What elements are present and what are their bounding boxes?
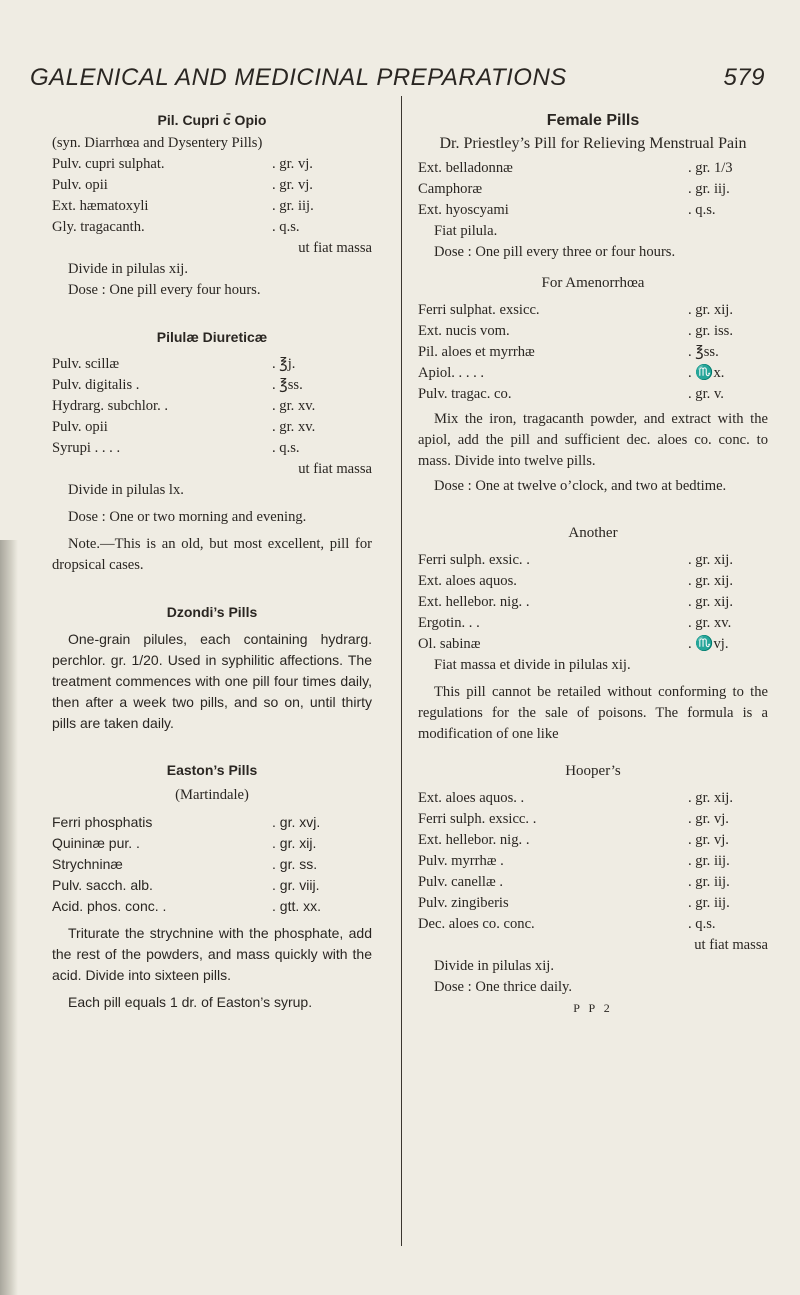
ingredient-row [418, 851, 768, 872]
page-number: 579 [723, 64, 765, 91]
note-text: Note.—This is an old, but most excellent, pill for dropsical cases. [52, 536, 372, 573]
ingredient-row [52, 375, 372, 396]
ingredient-dose: . gr. xij. [688, 552, 733, 568]
ingredient-name: Pulv. scillæ [52, 356, 120, 372]
running-title: GALENICAL AND MEDICINAL PREPARATIONS [30, 64, 567, 91]
ingredient-row [52, 175, 372, 196]
ingredient-name: Ferri sulph. exsic. . [418, 552, 530, 568]
dzondi-text: One-grain pilules, each containing hydrarg. perchlor. gr. 1/20. Used in syphilitic affections. The treatment commences with one pill four times daily, then after a week two pills, and so on, until thirty pills are taken daily. [52, 631, 372, 731]
section-title-easton: Easton’s Pills [166, 762, 258, 778]
dose-text: Dose : One at twelve o’clock, and two at bedtime. [434, 478, 727, 494]
ingredient-name: Ext. hyoscyami [418, 202, 509, 218]
ingredient-dose: . q.s. [272, 219, 300, 235]
ut-fiat-massa: ut fiat massa [298, 461, 372, 477]
ingredient-row [418, 788, 768, 809]
fiat-text: Fiat pilula. [434, 223, 498, 239]
ingredient-dose: . gr. iij. [688, 895, 730, 911]
section-title-another: Another [568, 525, 618, 541]
ingredient-name: Acid. phos. conc. . [52, 898, 167, 914]
ut-fiat-massa: ut fiat massa [694, 937, 768, 953]
dose-text: Dose : One pill every four hours. [68, 282, 261, 298]
instructions-text: Mix the iron, tragacanth powder, and extract with the apiol, add the pill and sufficient dec. aloes co. conc. to mass. Divide into twelve pills. [418, 411, 768, 469]
ingredient-dose: . gr. xvj. [272, 814, 321, 830]
ingredient-row [418, 571, 768, 592]
ingredient-row [52, 154, 372, 175]
ingredient-row [52, 812, 372, 833]
ingredient-row [52, 833, 372, 854]
ingredient-name: Quininæ pur. . [52, 835, 140, 851]
dose-text: Dose : One thrice daily. [434, 979, 573, 995]
section-title-amenorrhoea: For Amenorrhœa [541, 275, 645, 291]
ingredient-name: Pulv. sacch. alb. [52, 877, 153, 893]
ingredient-name: Hydrarg. subchlor. . [52, 398, 169, 414]
ingredient-dose: . gr. v. [688, 386, 724, 402]
ingredient-name: Pulv. myrrhæ . [418, 853, 504, 869]
subtitle: Dr. Priestley’s Pill for Relieving Menstrual Pain [439, 135, 747, 152]
ingredient-name: Ext. hellebor. nig. . [418, 594, 530, 610]
ingredient-dose: . gr. xij. [688, 573, 733, 589]
ingredient-row [52, 438, 372, 459]
ingredient-dose: . gr. xij. [688, 594, 733, 610]
ingredient-dose: . gr. xv. [272, 419, 316, 435]
ingredient-name: Syrupi . . . . [52, 440, 121, 456]
ingredient-dose: . ℥ss. [688, 344, 719, 360]
ingredient-row [52, 396, 372, 417]
divide-text: Divide in pilulas xij. [68, 261, 188, 277]
ingredient-row [418, 300, 768, 321]
ingredient-dose: . q.s. [688, 202, 716, 218]
ingredient-name: Ol. sabinæ [418, 636, 481, 652]
fiat-text: Fiat massa et divide in pilulas xij. [434, 657, 631, 673]
ingredient-dose: . gr. viij. [272, 877, 320, 893]
left-column [52, 110, 372, 1013]
ingredient-dose: . gr. xij. [272, 835, 317, 851]
ingredient-dose: . q.s. [688, 916, 716, 932]
ingredient-row [418, 158, 768, 179]
divide-text: Divide in pilulas xij. [434, 958, 554, 974]
section-title-diureticae: Pilulæ Diureticæ [156, 329, 268, 345]
ingredient-row [418, 872, 768, 893]
subtitle: (Martindale) [175, 787, 249, 803]
ingredient-name: Pulv. digitalis . [52, 377, 140, 393]
ingredient-name: Ergotin. . . [418, 615, 480, 631]
ingredient-dose: . ♏x. [688, 365, 725, 381]
ingredient-row [418, 592, 768, 613]
ingredient-dose: . q.s. [272, 440, 300, 456]
right-column [418, 110, 768, 1019]
ingredient-dose: . gr. xij. [688, 790, 733, 806]
ingredient-name: Ext. nucis vom. [418, 323, 510, 339]
easton-text: Triturate the strychnine with the phosphate, add the rest of the powders, and mass quickly with the acid. Divide into sixteen pills. [52, 925, 372, 983]
ingredient-row [52, 417, 372, 438]
dose-text: Dose : One pill every three or four hours. [434, 244, 676, 260]
ingredient-name: Gly. tragacanth. [52, 219, 145, 235]
ingredient-dose: . gr. iij. [688, 181, 730, 197]
ingredient-name: Ext. aloes aquos. . [418, 790, 525, 806]
regulation-text: This pill cannot be retailed without conforming to the regulations for the sale of poisons. The formula is a modification of one like [418, 684, 768, 742]
ingredient-row [52, 217, 372, 238]
synonym: (syn. Diarrhœa and Dysentery Pills) [52, 135, 263, 151]
signature-mark: P P 2 [573, 1001, 613, 1015]
ingredient-dose: . gtt. xx. [272, 898, 322, 914]
ingredient-name: Ferri sulphat. exsicc. [418, 302, 540, 318]
ingredient-name: Dec. aloes co. conc. [418, 916, 535, 932]
ingredient-dose: . gr. vj. [272, 177, 313, 193]
ingredient-row [52, 875, 372, 896]
ingredient-row [52, 354, 372, 375]
ingredient-name: Pulv. cupri sulphat. [52, 156, 165, 172]
ingredient-name: Pulv. canellæ . [418, 874, 503, 890]
column-divider [401, 96, 402, 1246]
recipe-cupri [52, 154, 372, 238]
ingredient-name: Ext. aloes aquos. [418, 573, 517, 589]
ingredient-name: Ext. hellebor. nig. . [418, 832, 530, 848]
ingredient-name: Apiol. . . . . [418, 365, 485, 381]
ingredient-dose: . ℥ss. [272, 377, 303, 393]
ingredient-name: Ferri phosphatis [52, 814, 153, 830]
ingredient-dose: . gr. xij. [688, 302, 733, 318]
ingredient-row [418, 809, 768, 830]
ingredient-dose: . gr. xv. [688, 615, 732, 631]
ingredient-name: Pulv. tragac. co. [418, 386, 512, 402]
ingredient-row [52, 896, 372, 917]
ingredient-row [418, 179, 768, 200]
ingredient-name: Camphoræ [418, 181, 483, 197]
ingredient-row [418, 342, 768, 363]
ingredient-row [418, 830, 768, 851]
ingredient-row [418, 550, 768, 571]
ingredient-dose: . gr. 1/3 [688, 160, 733, 176]
ingredient-name: Pulv. opii [52, 419, 108, 435]
dose-text: Dose : One or two morning and evening. [68, 509, 307, 525]
ingredient-dose: . gr. vj. [272, 156, 313, 172]
section-title-female: Female Pills [546, 112, 640, 129]
section-title-hooper: Hooper’s [565, 763, 621, 779]
ingredient-dose: . gr. ss. [272, 856, 318, 872]
ingredient-row [418, 321, 768, 342]
ingredient-dose: . ℥j. [272, 356, 296, 372]
ingredient-dose: . gr. iij. [272, 198, 314, 214]
ingredient-name: Pil. aloes et myrrhæ [418, 344, 535, 360]
ingredient-row [418, 384, 768, 405]
ingredient-name: Ext. belladonnæ [418, 160, 513, 176]
ingredient-name: Strychninæ [52, 856, 123, 872]
section-title-cupri: Pil. Cupri c̄ Opio [157, 112, 267, 128]
ingredient-row [418, 914, 768, 935]
ingredient-row [418, 893, 768, 914]
ingredient-row [418, 200, 768, 221]
ingredient-name: Ferri sulph. exsicc. . [418, 811, 537, 827]
ingredient-dose: . gr. xv. [272, 398, 316, 414]
ingredient-name: Pulv. opii [52, 177, 108, 193]
ingredient-row [52, 854, 372, 875]
ingredient-row [52, 196, 372, 217]
page-edge-shadow [0, 540, 18, 1295]
ingredient-row [418, 363, 768, 384]
ingredient-dose: . gr. vj. [688, 811, 729, 827]
ingredient-dose: . gr. iij. [688, 874, 730, 890]
ingredient-name: Pulv. zingiberis [418, 895, 509, 911]
ingredient-dose: . gr. vj. [688, 832, 729, 848]
ut-fiat-massa: ut fiat massa [298, 240, 372, 256]
running-header [30, 64, 765, 92]
easton-equals: Each pill equals 1 dr. of Easton’s syrup. [68, 994, 313, 1010]
ingredient-name: Ext. hæmatoxyli [52, 198, 149, 214]
ingredient-dose: . gr. iij. [688, 853, 730, 869]
ingredient-row [418, 634, 768, 655]
ingredient-row [418, 613, 768, 634]
divide-text: Divide in pilulas lx. [68, 482, 184, 498]
section-title-dzondi: Dzondi’s Pills [166, 604, 258, 620]
ingredient-dose: . gr. iss. [688, 323, 734, 339]
ingredient-dose: . ♏vj. [688, 636, 729, 652]
